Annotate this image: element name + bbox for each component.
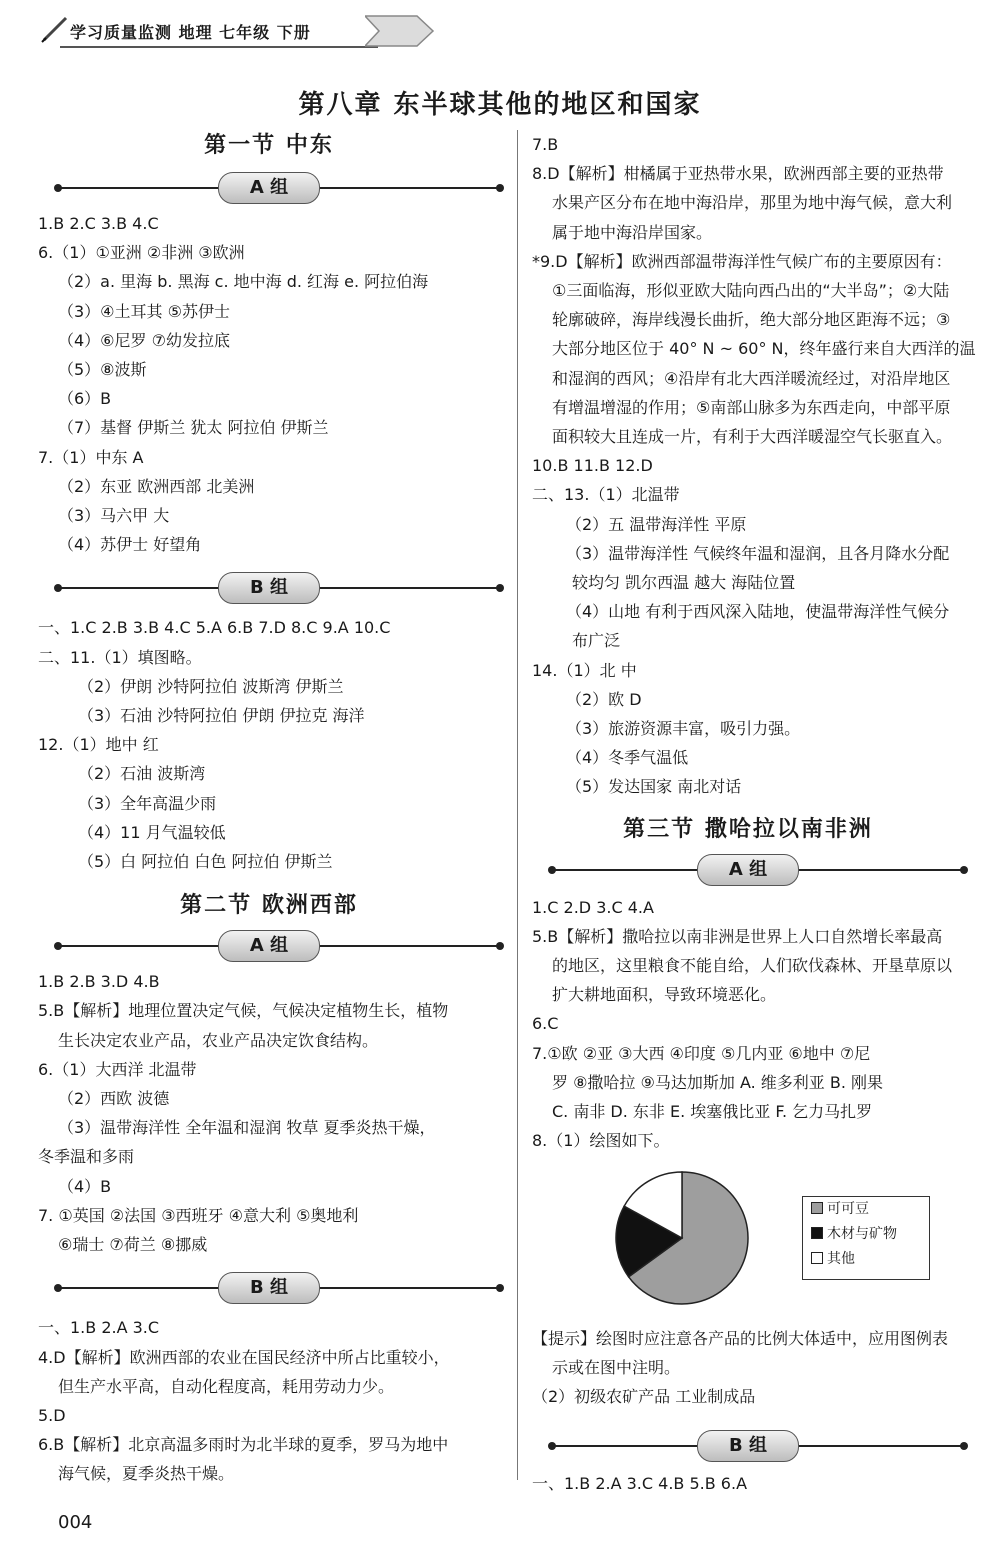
answer-line: 轮廓破碎，海岸线漫长曲折，绝大部分地区距海不远；③ [552,310,951,330]
answer-line: 面积较大且连成一片，有利于大西洋暖湿空气长驱直入。 [552,427,953,447]
answer-line: （4）冬季气温低 [566,748,689,768]
answer-line: 6.（1）①亚洲 ②非洲 ③欧洲 [38,243,245,263]
answer-line: 14.（1）北 中 [532,660,637,680]
answer-line: （3）马六甲 大 [58,506,170,526]
answer-line: 海气候，夏季炎热干燥。 [58,1464,235,1484]
answer-line: 7.B [532,135,559,154]
answers-list [38,613,500,876]
answer-line: 【提示】绘图时应注意各产品的比例大体适中，应用图例表 [532,1328,949,1348]
right-column [532,130,976,1498]
group-b-divider [38,1267,500,1307]
answer-line: 7. ①英国 ②法国 ③西班牙 ④意大利 ⑤奥地利 [38,1205,359,1225]
legend-item [803,1222,929,1247]
answer-line: 5.B【解析】撒哈拉以南非洲是世界上人口自然增长率最高 [532,926,943,946]
answers-list [532,893,964,1156]
answer-line: *9.D【解析】欧洲西部温带海洋性气候广布的主要原因有： [532,251,952,271]
answer-line: 1.C 2.D 3.C 4.A [532,897,654,917]
answer-line: 二、13.（1）北温带 [532,485,680,505]
answer-line: （3）④土耳其 ⑤苏伊士 [58,301,230,321]
answer-line: 10.B 11.B 12.D [532,456,653,476]
answers-list [38,1313,500,1488]
group-a-label: A 组 [697,854,799,886]
answers-list [38,209,500,559]
answer-line: （2）初级农矿产品 工业制成品 [532,1386,756,1406]
answer-line: 罗 ⑧撒哈拉 ⑨马达加斯加 A. 维多利亚 B. 刚果 [552,1072,884,1092]
answer-line: 水果产区分布在地中海沿岸，那里为地中海气候，意大利 [552,193,953,213]
legend-label: 其他 [827,1250,855,1267]
group-a-label: A 组 [218,172,320,204]
section-title-3: 第三节 撒哈拉以南非洲 [623,816,873,842]
answers-list [532,1324,964,1412]
answer-line: 一、1.B 2.A 3.C [38,1318,160,1338]
group-b-divider [532,1425,964,1465]
answer-line: （4）11 月气温较低 [78,822,226,842]
chapter-title: 第八章 东半球其他的地区和国家 [298,90,702,120]
answer-line: 属于地中海沿岸国家。 [552,222,713,242]
answer-line: 7.（1）中东 A [38,447,144,467]
group-b-divider [38,567,500,607]
answer-line: （3）旅游资源丰富，吸引力强。 [566,719,801,739]
answer-line: 12.（1）地中 红 [38,735,159,755]
answer-line: （4）B [58,1176,112,1196]
answer-line: 大部分地区位于 40° N ~ 60° N，终年盛行来自大西洋的温 [552,339,976,359]
pie-chart [532,1156,964,1316]
legend-swatch [811,1252,823,1264]
legend-label: 木材与矿物 [827,1225,897,1242]
legend-swatch [811,1227,823,1239]
answer-line: 布广泛 [572,631,621,651]
legend-item [803,1197,929,1222]
answer-line: （6）B [58,389,112,409]
answer-line: （4）⑥尼罗 ⑦幼发拉底 [58,330,230,350]
group-a-divider [532,849,964,889]
column-divider [517,130,518,1480]
group-b-label: B 组 [218,1272,320,1304]
answer-line: 一、1.B 2.A 3.C 4.B 5.B 6.A [532,1474,748,1494]
header-divider [60,46,378,48]
arrow-tag-icon [365,12,435,50]
answer-line: （2）伊朗 沙特阿拉伯 波斯湾 伊斯兰 [78,676,344,696]
answer-line: 4.D【解析】欧洲西部的农业在国民经济中所占比重较小， [38,1347,450,1367]
answer-line: 1.B 2.C 3.B 4.C [38,214,159,233]
answer-line: （3）温带海洋性 全年温和湿润 牧草 夏季炎热干燥， [58,1118,436,1138]
answer-line: 6.C [532,1014,559,1034]
left-column [38,128,500,1489]
answer-line: 一、1.C 2.B 3.B 4.C 5.A 6.B 7.D 8.C 9.A 10.C [38,618,391,638]
answer-line: 生长决定农业产品，农业产品决定饮食结构。 [58,1030,379,1050]
group-b-label: B 组 [218,572,320,604]
answer-line: 扩大耕地面积，导致环境恶化。 [552,985,777,1005]
group-a-divider [38,167,500,207]
pie-chart-svg [612,1168,752,1308]
answer-line: 8.D【解析】柑橘属于亚热带水果，欧洲西部主要的亚热带 [532,164,944,184]
answer-line: 但生产水平高，自动化程度高，耗用劳动力少。 [58,1376,395,1396]
answer-line: 6.B【解析】北京高温多雨时为北半球的夏季，罗马为地中 [38,1435,449,1455]
answer-line: ①三面临海，形似亚欧大陆向西凸出的“大半岛”；②大陆 [552,281,950,301]
answer-line: 和湿润的西风；④沿岸有北大西洋暖流经过，对沿岸地区 [552,368,951,388]
legend-label: 可可豆 [827,1200,869,1217]
answer-line: C. 南非 D. 东非 E. 埃塞俄比亚 F. 乞力马扎罗 [552,1102,873,1122]
page-number: 004 [58,1512,93,1533]
answer-line: 6.（1）大西洋 北温带 [38,1059,197,1079]
answers-list [38,967,500,1259]
answer-line: 5.B【解析】地理位置决定气候，气候决定植物生长，植物 [38,1001,449,1021]
answer-line: 1.B 2.B 3.D 4.B [38,972,160,992]
legend-swatch [811,1202,823,1214]
answer-line: 二、11.（1）填图略。 [38,647,202,667]
answer-line: 示或在图中注明。 [552,1357,681,1377]
section-title-1: 第一节 中东 [204,133,334,158]
header-text: 学习质量监测 地理 七年级 下册 [70,23,311,42]
chart-legend [802,1196,930,1280]
group-b-label: B 组 [697,1430,799,1462]
answer-line: ⑥瑞士 ⑦荷兰 ⑧挪威 [58,1235,208,1255]
answer-line: （2）五 温带海洋性 平原 [566,514,747,534]
answer-line: 的地区，这里粮食不能自给，人们砍伐森林、开垦草原以 [552,956,953,976]
answer-line: （5）白 阿拉伯 白色 阿拉伯 伊斯兰 [78,852,333,872]
answer-line: （7）基督 伊斯兰 犹太 阿拉伯 伊斯兰 [58,418,329,438]
answer-line: 7.①欧 ②亚 ③大西 ④印度 ⑤几内亚 ⑥地中 ⑦尼 [532,1043,871,1063]
answer-line: 有增温增湿的作用；⑤南部山脉多为东西走向，中部平原 [552,397,951,417]
answer-line: （5）⑧波斯 [58,360,147,380]
answer-line: （2）石油 波斯湾 [78,764,206,784]
answer-line: （4）山地 有利于西风深入陆地，使温带海洋性气候分 [566,602,950,622]
answers-list [532,130,976,802]
answers-list [532,1469,964,1498]
page-header [0,0,1000,70]
group-a-label: A 组 [218,930,320,962]
pen-icon [40,14,70,44]
answer-line: 冬季温和多雨 [38,1147,135,1167]
answer-line: 5.D [38,1405,66,1425]
group-a-divider [38,925,500,965]
answer-line: （2）a. 里海 b. 黑海 c. 地中海 d. 红海 e. 阿拉伯海 [58,272,429,292]
answer-line: （2）东亚 欧洲西部 北美洲 [58,476,255,496]
answer-line: （3）石油 沙特阿拉伯 伊朗 伊拉克 海洋 [78,706,365,726]
answer-line: 8.（1）绘图如下。 [532,1131,670,1151]
answer-line: （2）西欧 波德 [58,1089,170,1109]
answer-line: （3）温带海洋性 气候终年温和湿润，且各月降水分配 [566,543,950,563]
answer-line: 较均匀 凯尔西温 越大 海陆位置 [572,573,796,593]
answer-line: （5）发达国家 南北对话 [566,777,742,797]
answer-line: （2）欧 D [566,689,642,709]
answer-line: （3）全年高温少雨 [78,793,217,813]
answer-line: （4）苏伊士 好望角 [58,535,202,555]
section-title-2: 第二节 欧洲西部 [180,893,358,919]
legend-item [803,1247,929,1272]
